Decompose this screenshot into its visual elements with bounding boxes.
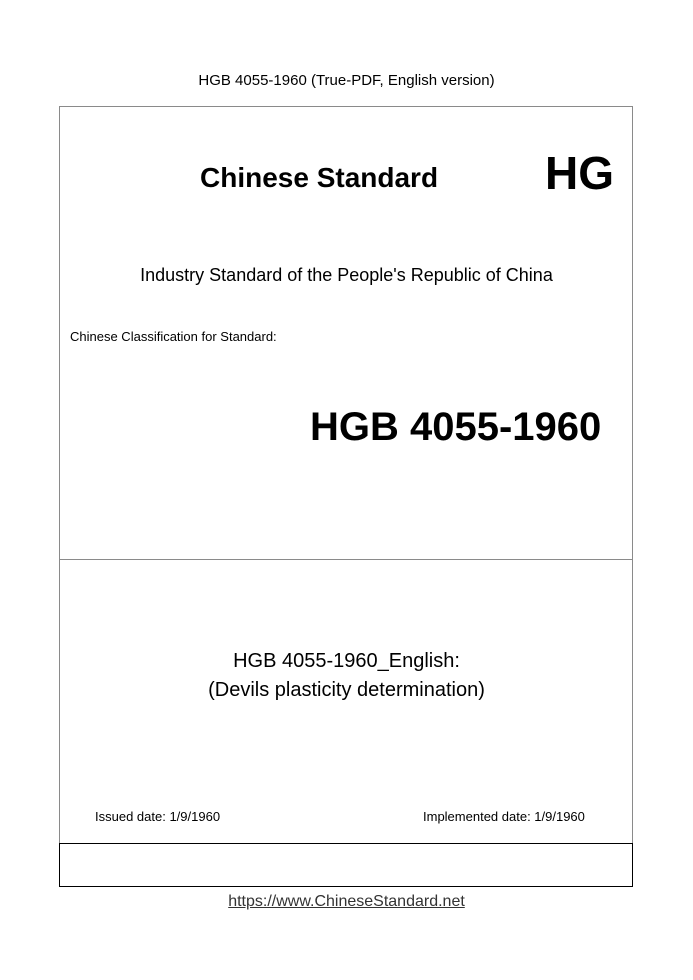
empty-footer-box (59, 843, 633, 887)
standard-title: Chinese Standard (200, 162, 439, 193)
industry-subtitle: Industry Standard of the People's Republic of China (140, 265, 553, 285)
page-header: HGB 4055-1960 (True-PDF, English version) (198, 72, 495, 89)
standard-badge: HG (545, 147, 614, 199)
english-subtitle: (Devils plasticity determination) (208, 679, 485, 701)
english-title: HGB 4055-1960_English: (233, 650, 460, 672)
implemented-date: Implemented date: 1/9/1960 (423, 809, 585, 824)
classification-label: Chinese Classification for Standard: (70, 329, 277, 344)
standard-number: HGB 4055-1960 (310, 405, 602, 449)
website-link[interactable]: https://www.ChineseStandard.net (228, 893, 465, 910)
footer (0, 893, 693, 911)
issued-date: Issued date: 1/9/1960 (95, 809, 221, 824)
